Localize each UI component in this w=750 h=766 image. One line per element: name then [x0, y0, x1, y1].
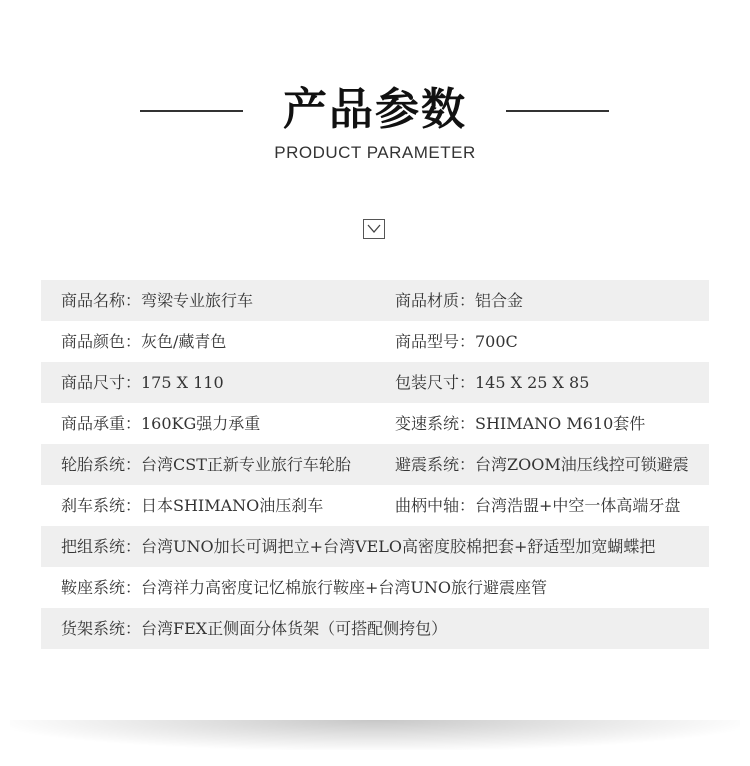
page-subtitle: PRODUCT PARAMETER [274, 143, 476, 162]
parameter-table [41, 280, 709, 649]
table-row [41, 444, 709, 485]
page-title: 产品参数 [283, 84, 467, 135]
table-row [41, 403, 709, 444]
param-cell: 商品材质：铝合金 [395, 291, 524, 310]
table-row [41, 485, 709, 526]
param-cell: 商品承重：160KG强力承重 [61, 414, 261, 433]
table-row [41, 321, 709, 362]
table-row-full [41, 608, 709, 649]
table-row-full [41, 526, 709, 567]
param-cell: 曲柄中轴：台湾浩盟+中空一体高端牙盘 [395, 496, 681, 515]
chevron-down-icon [363, 219, 385, 239]
param-cell: 轮胎系统：台湾CST正新专业旅行车轮胎 [61, 455, 351, 474]
param-cell: 商品颜色：灰色/藏青色 [61, 332, 227, 351]
section-header [0, 0, 750, 260]
param-cell: 避震系统：台湾ZOOM油压线控可锁避震 [395, 455, 689, 474]
bottom-shadow [10, 720, 740, 750]
param-cell: 包装尺寸：145 X 25 X 85 [395, 373, 590, 392]
param-cell: 货架系统：台湾FEX正侧面分体货架（可搭配侧挎包） [61, 619, 448, 638]
param-cell: 商品型号：700C [395, 332, 518, 351]
table-row-full [41, 567, 709, 608]
param-cell: 把组系统：台湾UNO加长可调把立+台湾VELO高密度胶棉把套+舒适型加宽蝴蝶把 [61, 537, 656, 556]
table-row [41, 362, 709, 403]
param-cell: 刹车系统：日本SHIMANO油压刹车 [61, 496, 324, 515]
param-cell: 鞍座系统：台湾祥力高密度记忆棉旅行鞍座+台湾UNO旅行避震座管 [61, 578, 548, 597]
param-cell: 变速系统：SHIMANO M610套件 [395, 414, 646, 433]
table-row [41, 280, 709, 321]
param-cell: 商品名称：弯梁专业旅行车 [61, 291, 254, 310]
param-cell: 商品尺寸：175 X 110 [61, 373, 224, 392]
